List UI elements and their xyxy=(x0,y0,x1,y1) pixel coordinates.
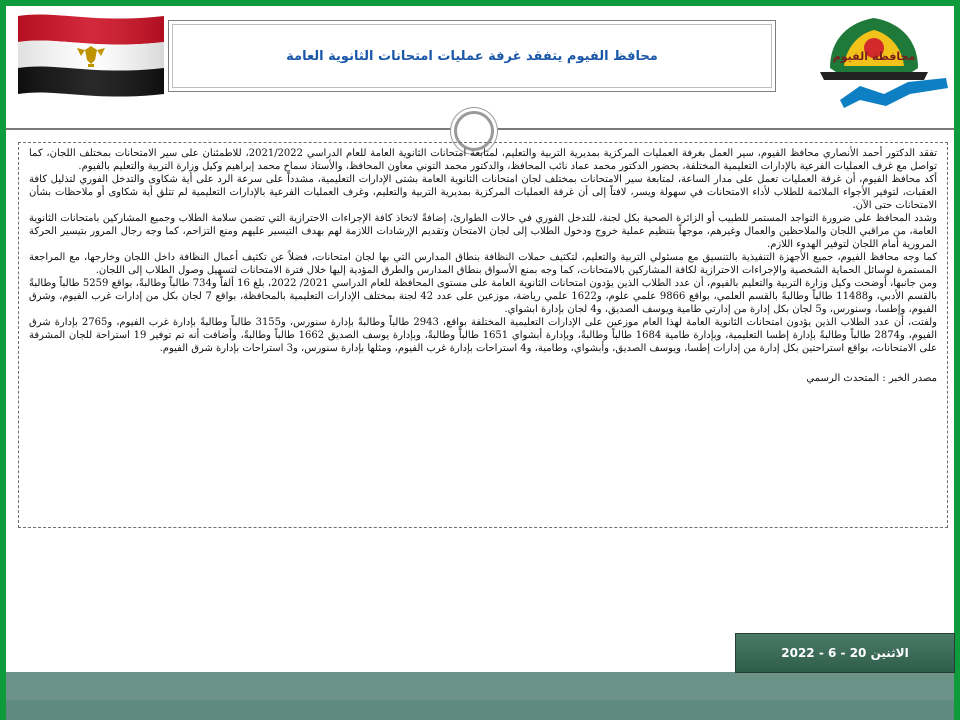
article-paragraph: تفقد الدكتور أحمد الأنصاري محافظ الفيوم، سير العمل بغرفة العمليات المركزية بمديرية التربية والتعليم، لمتابعة امتحانات الثانوية العامة للعام الدراسي 2021/2022، للاطمئنان على سير الامتحانات بمختلف اللجان، كما تواصل مع غرف العمليات الفرعية بالإدارات التعليمية المختلفة، بحضور الدكتور محمد عماد نائب المحافظ، والدكتور محمد التوني معاون المحافظ، والأستاذ سماح محمد إبراهيم وكيل وزارة التربية والتعليم بالفيوم. xyxy=(29,148,937,172)
article-paragraph: أكد محافظ الفيوم، أن غرفة العمليات تعمل على مدار الساعة، لمتابعة سير الامتحانات بمختلف لجان امتحانات الثانوية العامة بشتى الإدارات التعليمية، مشدداً على سرعة الرد على أية شكاوى والتدخل الفوري لتذليل كافة العقبات، لتوفير الأجواء الملائمة للطلاب لأداء الامتحانات في سهولة ويسر، لافتاً إلى أن غرفة العمليات المركزية بمديرية التربية والتعليم، وغرف العمليات الفرعية بالإدارات التعليمية لم تتلق أية شكاوى أو ملاحظات بشأن الامتحانات حتى الآن. xyxy=(29,174,937,211)
headline: محافظ الفيوم يتفقد غرفة عمليات امتحانات الثانوية العامة xyxy=(286,48,658,64)
article-paragraph: ولفتت، أن عدد الطلاب الذين يؤدون امتحانات الثانوية العامة لهذا العام موزعين على الإدارات التعليمية المختلفة بواقع، 2943 طالباً وطالبةً بإدارة سنورس، و3155 طالباً وطالبةً بإدارة غرب الفيوم، و2765 بإدارة شرق الفيوم، و2874 طالباً وطالبةً بإدارة إطسا التعليمية، وبإدارة طامية 1684 طالباً وطالبةً، وبإدارة أبشواي 1651 طالباً وطالبةً، وبإدارة يوسف الصديق 1662 طالباً وطالبةً، وأضافت أنه تم توفير 19 استراحة للجان المشرفة على الامتحانات، بواقع استراحتين بكل إدارة من إدارات إطسا، ويوسف الصديق، وأبشواي، وطامية، و4 استراحات بإدارة غرب الفيوم، ومثلها بإدارة سنورس، و3 استراحات بإدارة شرق الفيوم. xyxy=(29,317,938,354)
news-source: مصدر الخبر : المتحدث الرسمي xyxy=(806,373,937,384)
article-paragraph: ومن جانبها، أوضحت وكيل وزارة التربية والتعليم بالفيوم، أن عدد الطلاب الذين يؤدون امتحانات الثانوية العامة على مستوى المحافظة للعام الدراسي 2021/ 2022، بلغ 16 ألفاً و734 طالباً وطالبةً، بواقع 5259 طالباً وطالبةً بالقسم الأدبي، و11488 طالباً وطالبةً بالقسم العلمي، بواقع 9866 علمي علوم، و1622 علمي رياضة، موزعين على عدد 42 لجنة بمختلف الإدارات التعليمية بالمحافظة، بواقع 7 لجان بكل من إدارات غرب الفيوم، وشرق الفيوم، وإطسا، وسنورس، و5 لجان بكل إدارة من إدارتي طامية ويوسف الصديق، و4 لجان بإدارة ابشواي. xyxy=(29,278,937,315)
article-body xyxy=(29,147,937,355)
publish-date: الاثنين 20 - 6 - 2022 xyxy=(781,646,909,660)
article-paragraph: وشدد المحافظ على ضرورة التواجد المستمر للطبيب أو الزائرة الصحية بكل لجنة، للتدخل الفوري في حالات الطوارئ، إضافةً لاتخاذ كافة الإجراءات الاحترازية التي تضمن سلامة الطلاب وجميع المشاركين بامتحانات الثانوية العامة، من مراقبي اللجان والملاحظين والعمال وغيرهم، موجهاً بتنظيم عملية خروج ودخول الطلاب إلى لجان الامتحان وتقديم الإرشادات اللازمة لهم بهدف التيسير عليهم ومنع التزاحم، كما وجه رجال المرور بتيسير الحركة المرورية أمام اللجان لتوفير الهدوء اللازم. xyxy=(29,213,938,250)
headline-box xyxy=(168,20,776,92)
egypt-flag xyxy=(14,10,168,98)
page-header xyxy=(0,0,960,120)
article-paragraph: كما وجه محافظ الفيوم، جميع الأجهزة التنفيذية بالتنسيق مع مسئولي التربية والتعليم، لتكثيف حملات النظافة بنطاق المدارس التي بها لجان امتحانات، فضلاً عن تكثيف أعمال النظافة داخل اللجان وخارجها، مع المراجعة المستمرة لوسائل الحماية الشخصية والإجراءات الاحترازية لكافة المشاركين بالامتحانات، كما وجه بمنع الأسواق بنطاق المدارس والطرق المؤدية إليها خلال فترة الامتحانات لتسهيل وصول الطلاب إلى اللجان. xyxy=(29,252,937,276)
fayoum-governorate-logo xyxy=(800,8,950,112)
date-banner xyxy=(735,633,955,673)
article-box xyxy=(18,142,948,528)
footer-inner-band xyxy=(6,700,954,720)
content-area xyxy=(6,128,954,642)
logo-text: محافظة الفيوم xyxy=(832,50,916,63)
